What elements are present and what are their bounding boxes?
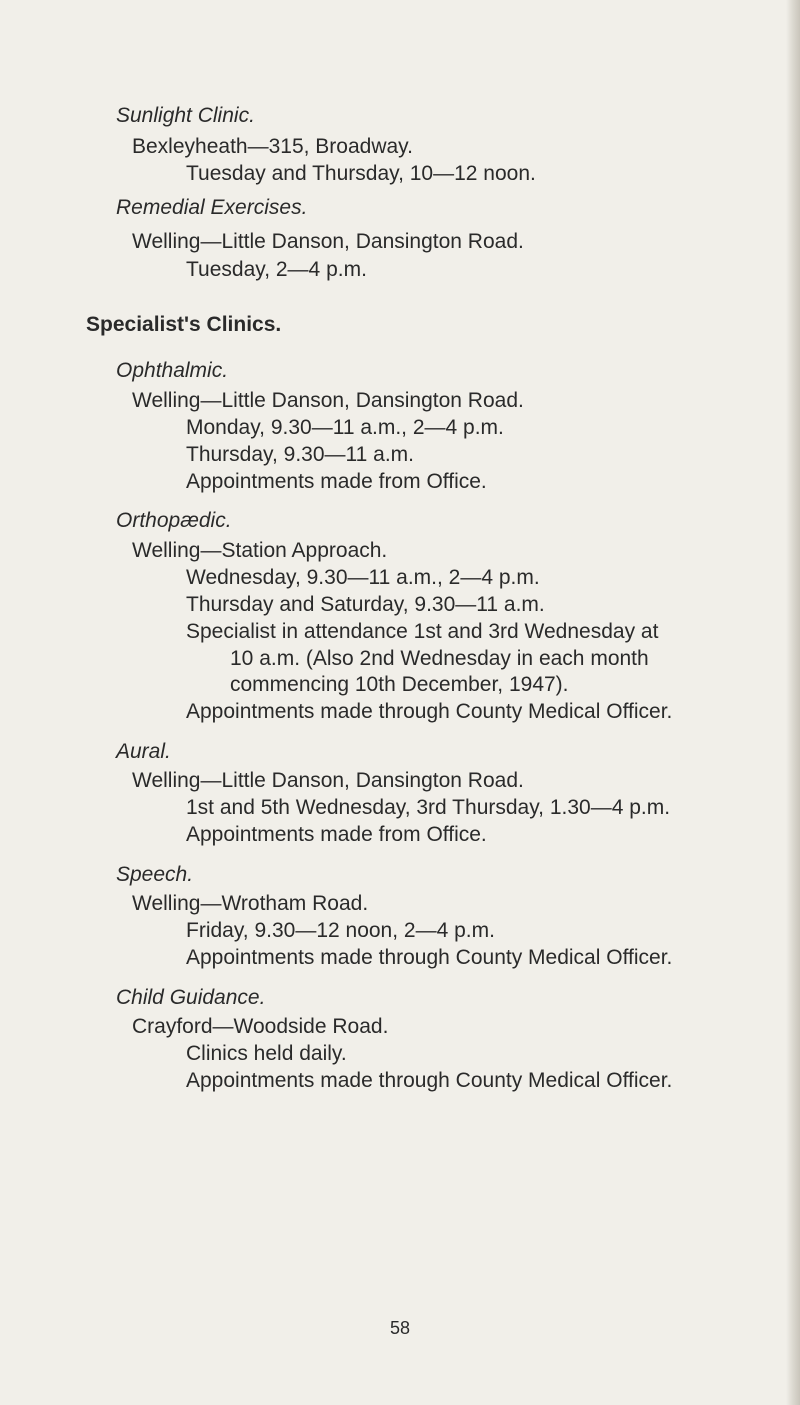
schedule-line: Monday, 9.30—11 a.m., 2—4 p.m.	[186, 416, 504, 439]
location-speech: Welling—Wrotham Road.	[132, 892, 369, 915]
section-heading-child-guidance: Child Guidance.	[116, 986, 266, 1009]
schedule-line: Tuesday and Thursday, 10—12 noon.	[186, 162, 536, 185]
location-ophthalmic: Welling—Little Danson, Dansington Road.	[132, 389, 524, 412]
schedule-line: Appointments made through County Medical Officer.	[186, 1069, 673, 1092]
section-heading-ophthalmic: Ophthalmic.	[116, 359, 229, 382]
schedule-line: Appointments made through County Medical Officer.	[186, 700, 673, 723]
schedule-line: Thursday, 9.30—11 a.m.	[186, 443, 414, 466]
section-heading-orthopaedic: Orthopædic.	[116, 509, 232, 532]
schedule-line: Thursday and Saturday, 9.30—11 a.m.	[186, 593, 545, 616]
schedule-line: commencing 10th December, 1947).	[230, 673, 569, 696]
section-heading-aural: Aural.	[116, 740, 171, 763]
schedule-line: Friday, 9.30—12 noon, 2—4 p.m.	[186, 919, 495, 942]
schedule-line: Appointments made through County Medical Officer.	[186, 946, 673, 969]
schedule-line: Appointments made from Office.	[186, 823, 487, 846]
section-heading-speech: Speech.	[116, 863, 194, 886]
location-child-guidance: Crayford—Woodside Road.	[132, 1015, 389, 1038]
section-heading-sunlight: Sunlight Clinic.	[116, 104, 255, 127]
schedule-line: Wednesday, 9.30—11 a.m., 2—4 p.m.	[186, 566, 540, 589]
page-number: 58	[389, 1318, 411, 1338]
page-edge-shadow	[786, 0, 800, 1405]
section-title-specialist: Specialist's Clinics.	[86, 313, 282, 336]
schedule-line: 1st and 5th Wednesday, 3rd Thursday, 1.30—4 p.m.	[186, 796, 671, 819]
section-heading-remedial: Remedial Exercises.	[116, 196, 308, 219]
schedule-line: 10 a.m. (Also 2nd Wednesday in each month	[230, 647, 649, 670]
schedule-line: Appointments made from Office.	[186, 470, 487, 493]
schedule-line: Tuesday, 2—4 p.m.	[186, 258, 367, 281]
location-remedial: Welling—Little Danson, Dansington Road.	[132, 230, 524, 253]
schedule-line: Clinics held daily.	[186, 1042, 347, 1065]
location-sunlight: Bexleyheath—315, Broadway.	[132, 135, 413, 158]
location-aural: Welling—Little Danson, Dansington Road.	[132, 769, 524, 792]
schedule-line: Specialist in attendance 1st and 3rd Wednesday at	[186, 620, 659, 643]
location-orthopaedic: Welling—Station Approach.	[132, 539, 388, 562]
